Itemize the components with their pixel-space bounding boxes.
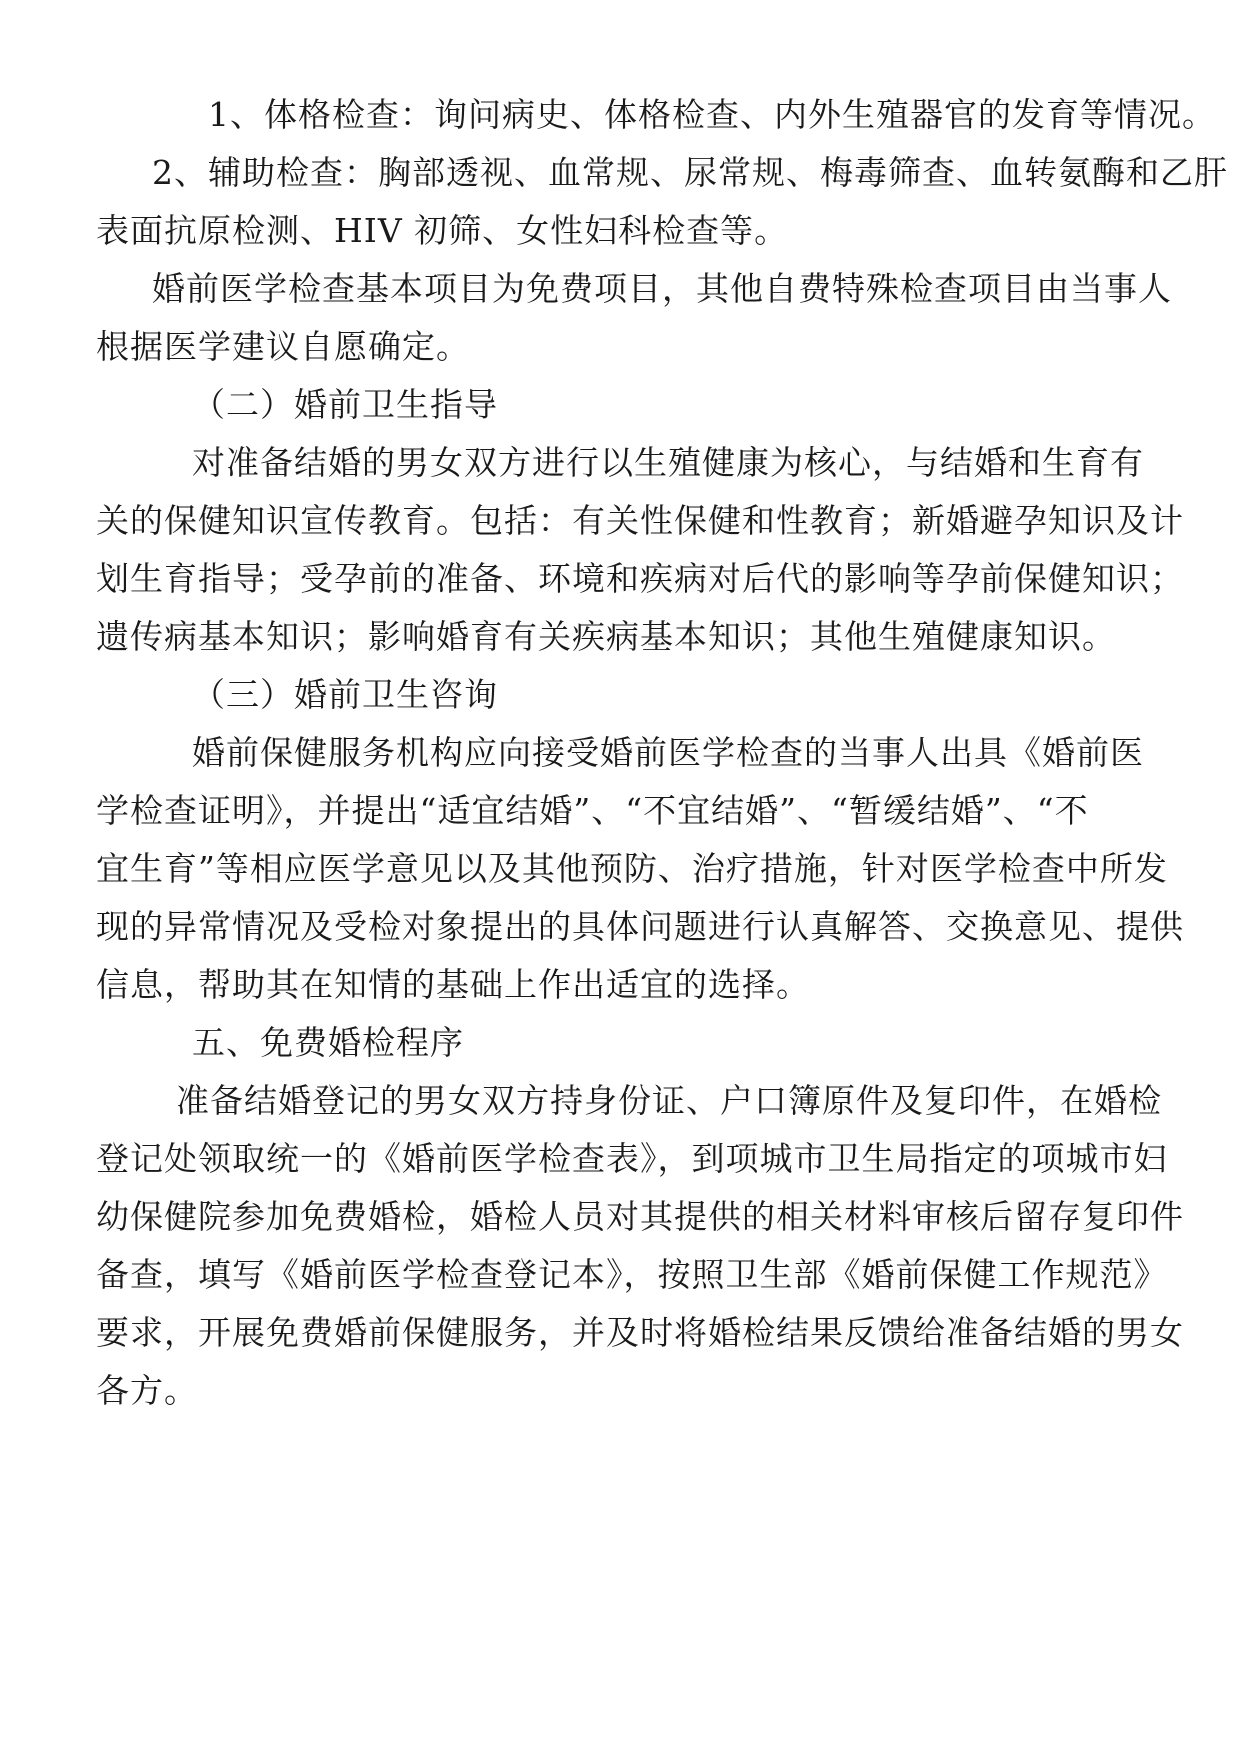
section-heading: （二）婚前卫生指导 [192,385,498,424]
text-line: 幼保健院参加免费婚检，婚检人员对其提供的相关材料审核后留存复印件 [96,1197,1184,1236]
text-line: 准备结婚登记的男女双方持身份证、户口簿原件及复印件，在婚检 [176,1081,1162,1120]
text-line: 遗传病基本知识；影响婚育有关疾病基本知识；其他生殖健康知识。 [96,617,1116,656]
section-heading: 五、免费婚检程序 [192,1023,464,1062]
section-heading: （三）婚前卫生咨询 [192,675,498,714]
text-line: 表面抗原检测、HIV 初筛、女性妇科检查等。 [96,211,789,250]
text-line: 登记处领取统一的《婚前医学检查表》，到项城市卫生局指定的项城市妇 [96,1139,1168,1178]
text-line: 1、体格检查：询问病史、体格检查、内外生殖器官的发育等情况。 [208,95,1216,134]
text-line: 要求，开展免费婚前保健服务，并及时将婚检结果反馈给准备结婚的男女 [96,1313,1184,1352]
text-line: 现的异常情况及受检对象提出的具体问题进行认真解答、交换意见、提供 [96,907,1184,946]
text-line: 婚前医学检查基本项目为免费项目，其他自费特殊检查项目由当事人 [152,269,1172,308]
text-line: 信息，帮助其在知情的基础上作出适宜的选择。 [96,965,810,1004]
text-line: 根据医学建议自愿确定。 [96,327,470,366]
text-line: 学检查证明》，并提出“适宜结婚”、“不宜结婚”、“暂缓结婚”、“不 [96,791,1089,830]
text-line: 划生育指导；受孕前的准备、环境和疾病对后代的影响等孕前保健知识； [96,559,1184,598]
text-line: 对准备结婚的男女双方进行以生殖健康为核心，与结婚和生育有 [192,443,1144,482]
text-line: 2、辅助检查：胸部透视、血常规、尿常规、梅毒筛查、血转氨酶和乙肝 [152,153,1228,192]
text-line: 各方。 [96,1371,198,1410]
text-line: 婚前保健服务机构应向接受婚前医学检查的当事人出具《婚前医 [192,733,1144,772]
text-line: 宜生育”等相应医学意见以及其他预防、治疗措施，针对医学检查中所发 [96,849,1168,888]
text-line: 关的保健知识宣传教育。包括：有关性保健和性教育；新婚避孕知识及计 [96,501,1184,540]
text-line: 备查，填写《婚前医学检查登记本》，按照卫生部《婚前保健工作规范》 [96,1255,1168,1294]
